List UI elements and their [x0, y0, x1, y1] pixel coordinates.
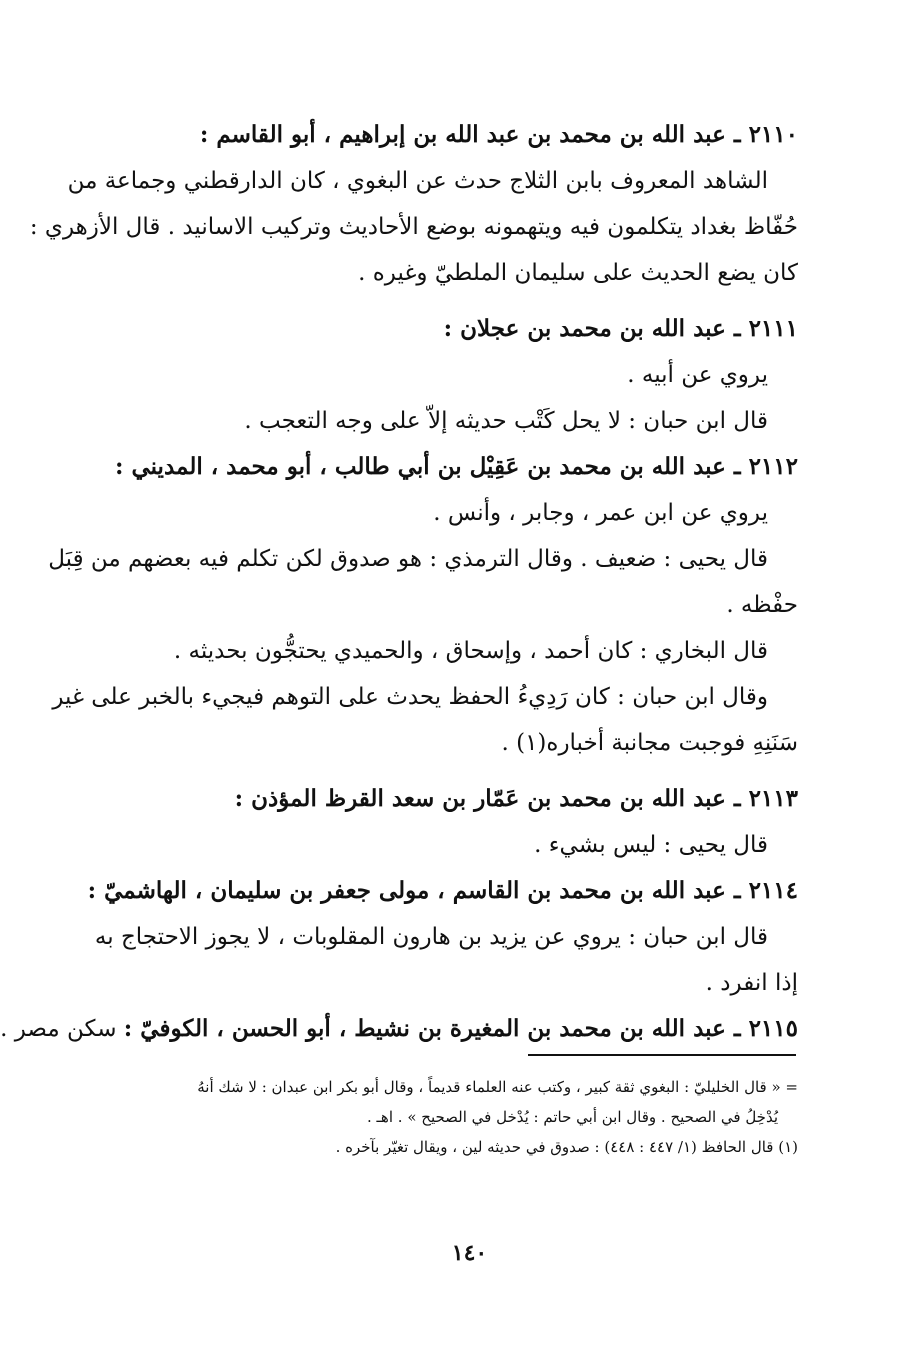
- main-text: [0, 112, 798, 1052]
- footnote-divider: [528, 1054, 796, 1056]
- entry-line: يروي عن أبيه .: [627, 362, 768, 388]
- entry-line: سَنَنِهِ فوجبت مجانبة أخباره(١) .: [501, 730, 798, 756]
- entry-line: قال ابن حبان : لا يحل كَتْب حديثه إلاّ على وجه التعجب .: [244, 408, 768, 434]
- entry-heading: ٢١١٠ ـ عبد الله بن محمد بن عبد الله بن إبراهيم ، أبو القاسم :: [199, 121, 798, 148]
- footnote-line: = « قال الخليليّ : البغوي ثقة كبير ، وكتب عنه العلماء قديماً ، وقال أبو بكر ابن عبدان : لا شك أنهُ: [197, 1078, 798, 1096]
- entry-2112: [48, 444, 798, 766]
- entry-line: الشاهد المعروف بابن الثلاج حدث عن البغوي ، كان الدارقطني وجماعة من: [67, 168, 768, 194]
- entry-line: قال ابن حبان : يروي عن يزيد بن هارون المقلوبات ، لا يجوز الاحتجاج به: [94, 924, 768, 950]
- entry-2115: [0, 1006, 798, 1052]
- footnote-line: (١) قال الحافظ (١/ ٤٤٧ : ٤٤٨) : صدوق في حديثه لين ، ويقال تغيّر بآخره .: [335, 1138, 798, 1156]
- entry-heading: ٢١١١ ـ عبد الله بن محمد بن عجلان :: [443, 315, 798, 342]
- entry-2110: [29, 112, 798, 296]
- entry-line: قال يحيى : ليس بشيء .: [534, 832, 768, 858]
- entry-heading: ٢١١٢ ـ عبد الله بن محمد بن عَقِيْل بن أبي طالب ، أبو محمد ، المديني :: [114, 453, 798, 480]
- footnote-line: يُدْخِلُ في الصحيح . وقال ابن أبي حاتم : يُدْخل في الصحيح » . اهـ .: [367, 1108, 778, 1126]
- entry-line: وقال ابن حبان : كان رَدِيءُ الحفظ يحدث على التوهم فيجيء بالخبر على غير: [52, 684, 768, 710]
- entry-2111: [68, 306, 798, 444]
- entry-line: إذا انفرد .: [705, 970, 798, 996]
- entry-2114: [68, 868, 798, 1006]
- page-number: ١٤٠: [451, 1240, 488, 1266]
- footnotes: [68, 1072, 798, 1162]
- entry-line: حفْظه .: [726, 592, 798, 618]
- entry-line: قال البخاري : كان أحمد ، وإسحاق ، والحميدي يحتجُّون بحديثه .: [173, 638, 768, 664]
- entry-line: يروي عن ابن عمر ، وجابر ، وأنس .: [433, 500, 768, 526]
- entry-heading: ٢١١٥ ـ عبد الله بن محمد بن المغيرة بن نشيط ، أبو الحسن ، الكوفيّ :: [123, 1015, 798, 1042]
- entry-line: قال يحيى : ضعيف . وقال الترمذي : هو صدوق لكن تكلم فيه بعضهم من قِبَل: [48, 546, 768, 572]
- entry-2113: [68, 776, 798, 868]
- entry-line: كان يضع الحديث على سليمان الملطيّ وغيره .: [358, 260, 798, 286]
- entry-line: حُفّاظ بغداد يتكلمون فيه ويتهمونه بوضع الأحاديث وتركيب الاسانيد . قال الأزهري :: [29, 214, 798, 240]
- entry-heading: ٢١١٤ ـ عبد الله بن محمد بن القاسم ، مولى جعفر بن سليمان ، الهاشميّ :: [87, 877, 798, 904]
- entry-tail: سكن مصر .: [0, 1016, 117, 1042]
- entry-heading: ٢١١٣ ـ عبد الله بن محمد بن عَمّار بن سعد القرظ المؤذن :: [234, 785, 798, 812]
